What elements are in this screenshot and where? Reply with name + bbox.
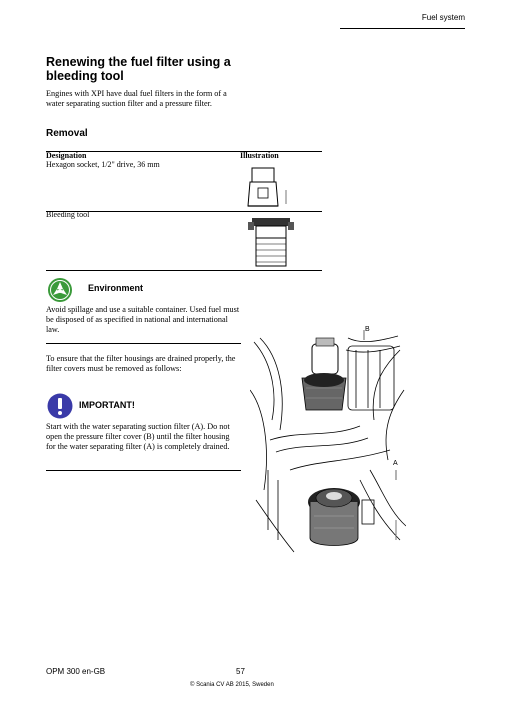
table-bottom-rule	[46, 270, 322, 271]
intro-paragraph: Engines with XPI have dual fuel filters in the form of a water separating suction filter and a pressure filter.	[46, 89, 227, 108]
page-title: Renewing the fuel filter using a bleeding tool	[46, 55, 231, 83]
important-text: Start with the water separating suction filter (A). Do not open the pressure filter cover (B) until the filter housing for the water separating filter (A) is completely drained.	[46, 422, 230, 451]
environment-divider	[46, 343, 241, 344]
bleeding-tool-illustration	[244, 214, 300, 270]
table-row-bleeding-tool: Bleeding tool	[46, 210, 90, 219]
drain-instruction: To ensure that the filter housings are drained properly, the filter covers must be removed as follows:	[46, 354, 236, 373]
footer-copyright: © Scania CV AB 2015, Sweden	[190, 682, 274, 688]
environment-icon	[47, 277, 73, 303]
table-row-socket: Hexagon socket, 1/2" drive, 36 mm	[46, 160, 160, 169]
important-warning-icon	[47, 393, 73, 419]
footer-page-number: 57	[236, 667, 245, 676]
removal-heading: Removal	[46, 128, 88, 139]
environment-text: Avoid spillage and use a suitable container. Used fuel must be disposed of as specified in national and international law.	[46, 305, 240, 334]
important-divider	[46, 470, 241, 471]
footer-document-id: OPM 300 en-GB	[46, 667, 106, 676]
hexagon-socket-illustration	[244, 166, 292, 212]
section-header: Fuel system	[421, 13, 465, 22]
environment-title: Environment	[88, 283, 144, 293]
table-header-illustration: Illustration	[240, 151, 279, 160]
table-top-rule	[46, 151, 322, 152]
callout-label-b: B	[365, 326, 370, 333]
table-header-designation: Designation	[46, 151, 87, 160]
header-divider	[340, 28, 465, 29]
important-title: IMPORTANT!	[79, 400, 135, 410]
engine-fuel-filter-illustration	[250, 330, 406, 556]
callout-label-a: A	[393, 460, 398, 467]
